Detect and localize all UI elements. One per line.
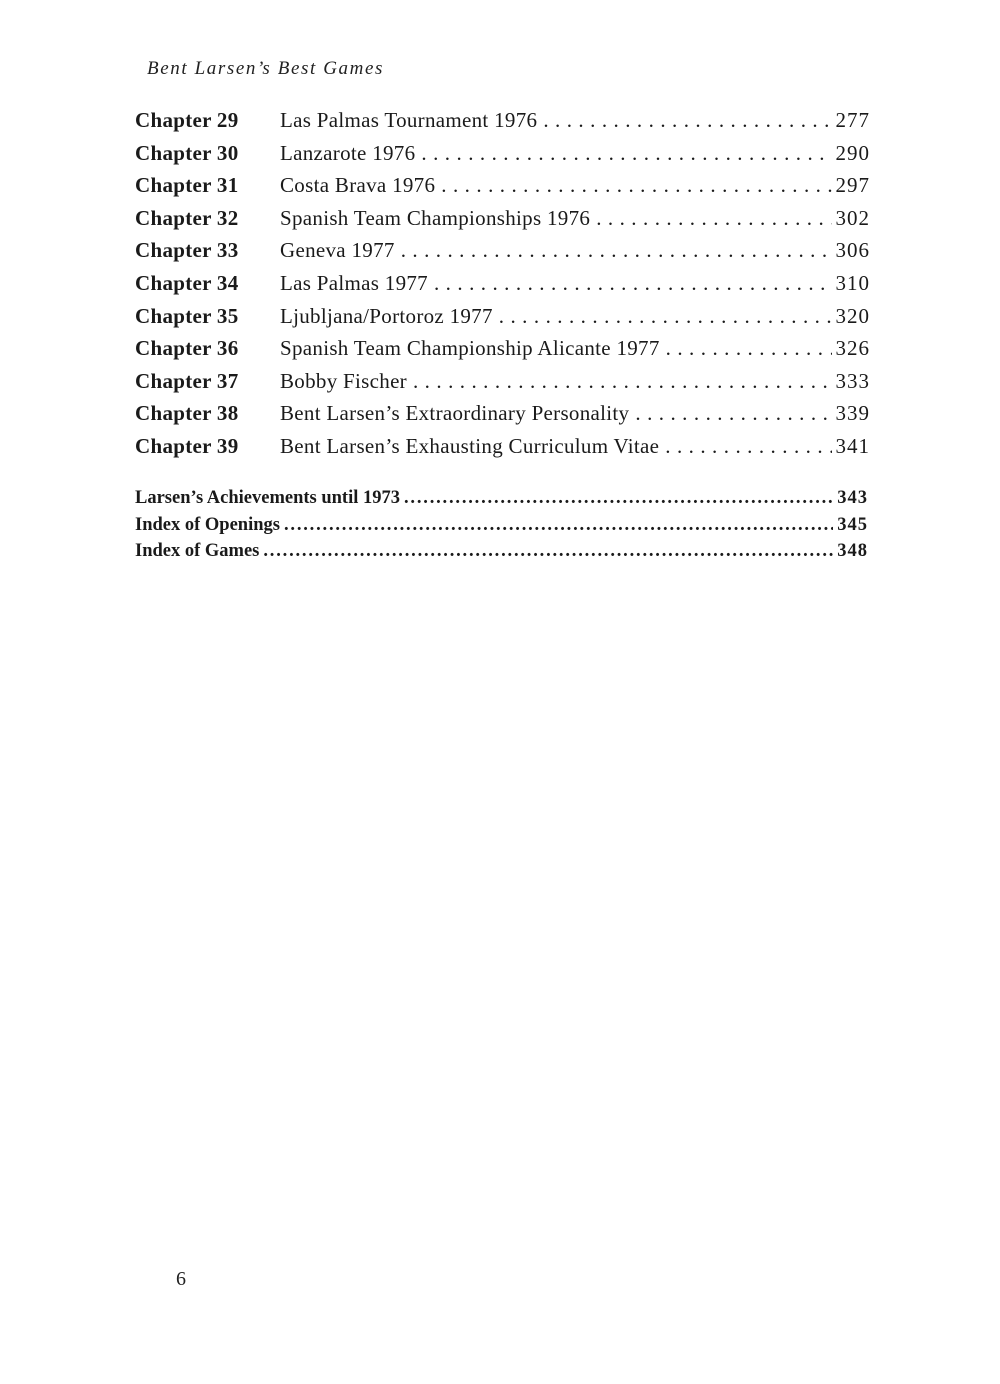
page-number: 277 [835, 108, 870, 132]
toc-row-chapter-35 [135, 304, 870, 337]
dot-leader [666, 336, 832, 361]
chapter-title: Spanish Team Championship Alicante 1977 [280, 336, 660, 361]
page-number: 343 [837, 488, 868, 508]
chapter-label: Chapter 29 [135, 108, 239, 132]
chapter-title: Spanish Team Championships 1976 [280, 205, 591, 230]
dot-leader [543, 108, 831, 133]
chapter-title: Las Palmas 1977 [280, 270, 428, 295]
toc-row-index-of-openings [135, 515, 868, 542]
chapter-title: Bent Larsen’s Extraordinary Personality [280, 401, 630, 426]
toc-row-chapter-31 [135, 173, 870, 206]
toc-row-chapter-30 [135, 141, 870, 174]
dot-leader [421, 141, 831, 166]
toc-row-chapter-29 [135, 108, 870, 141]
chapter-title: Las Palmas Tournament 1976 [280, 108, 538, 132]
chapter-title: Lanzarote 1976 [280, 140, 416, 165]
back-matter-title: Larsen’s Achievements until 1973 [135, 488, 400, 508]
chapter-title: Bobby Fischer [280, 368, 407, 393]
page-number: 290 [835, 140, 870, 165]
chapter-label: Chapter 37 [135, 368, 239, 393]
toc-row-chapter-38 [135, 401, 870, 434]
back-matter-title: Index of Openings [135, 514, 280, 535]
page-number: 326 [835, 336, 870, 361]
toc-row-chapter-32 [135, 206, 870, 239]
back-matter-list [135, 488, 868, 568]
chapter-label: Chapter 36 [135, 336, 239, 361]
page-number: 297 [835, 173, 870, 198]
dot-leader [413, 369, 832, 394]
page-number: 310 [835, 270, 870, 295]
dot-leader [401, 238, 832, 263]
chapter-label: Chapter 35 [135, 303, 239, 328]
toc-row-chapter-33 [135, 238, 870, 271]
page-number: 348 [837, 541, 868, 561]
dot-leader [441, 173, 831, 198]
page-folio: 6 [176, 1268, 186, 1290]
dot-leader [596, 206, 831, 231]
chapter-title: Costa Brava 1976 [280, 173, 436, 198]
chapter-label: Chapter 34 [135, 270, 239, 295]
page-number: 320 [835, 303, 870, 328]
dot-leader [499, 304, 832, 329]
toc-row-chapter-39 [135, 434, 870, 467]
toc-row-chapter-37 [135, 369, 870, 402]
toc-row-chapter-36 [135, 336, 870, 369]
dot-leader [665, 434, 831, 459]
chapter-label: Chapter 39 [135, 433, 239, 458]
page-number: 339 [835, 401, 870, 426]
chapter-title: Bent Larsen’s Exhausting Curriculum Vitae [280, 433, 660, 458]
page-number: 333 [835, 368, 870, 393]
chapter-label: Chapter 31 [135, 173, 239, 198]
toc-row-achievements [135, 488, 868, 515]
page-number: 306 [835, 238, 870, 263]
dot-leader [434, 271, 832, 296]
dot-leader [284, 515, 833, 536]
chapter-title: Ljubljana/Portoroz 1977 [280, 303, 493, 328]
running-head: Bent Larsen’s Best Games [147, 58, 385, 79]
toc-row-index-of-games [135, 541, 868, 568]
chapter-label: Chapter 30 [135, 140, 239, 165]
chapter-label: Chapter 32 [135, 205, 239, 230]
dot-leader [635, 401, 831, 426]
chapter-title: Geneva 1977 [280, 238, 395, 263]
back-matter-title: Index of Games [135, 541, 260, 561]
dot-leader [263, 541, 833, 562]
chapter-label: Chapter 38 [135, 401, 239, 426]
chapter-label: Chapter 33 [135, 238, 239, 263]
page-number: 302 [835, 205, 870, 230]
table-of-contents [135, 108, 870, 467]
toc-row-chapter-34 [135, 271, 870, 304]
page-number: 345 [837, 514, 868, 535]
dot-leader [404, 488, 833, 509]
page-number: 341 [835, 433, 870, 458]
